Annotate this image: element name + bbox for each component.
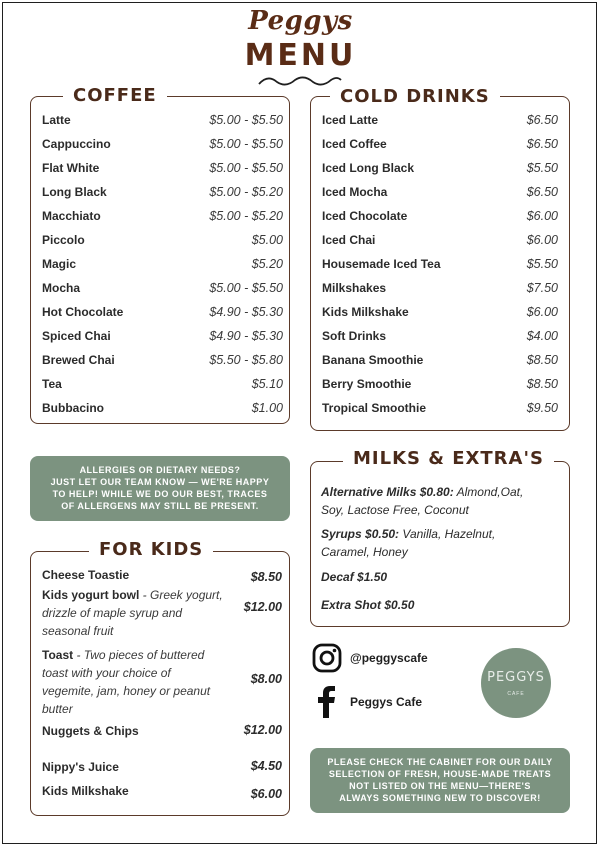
kids-item-price: $6.00 [250, 787, 282, 801]
coffee-item-price: $4.90 - $5.30 [209, 329, 283, 343]
coffee-item-name: Macchiato [42, 209, 101, 223]
cold-drink-item-price: $4.00 [526, 329, 558, 343]
allergy-notice-line: JUST LET OUR TEAM KNOW — WE'RE HAPPY [50, 477, 270, 487]
logo-sub: CAFE [507, 691, 525, 697]
allergy-notice [30, 456, 290, 521]
coffee-item-name: Spiced Chai [42, 329, 111, 343]
kids-item-description: - Two pieces of buttered [73, 648, 205, 662]
instagram-handle[interactable]: @peggyscafe [350, 651, 428, 665]
coffee-item-price: $5.10 [251, 377, 283, 391]
allergy-notice-line: ALLERGIES OR DIETARY NEEDS? [79, 465, 241, 475]
cafe-logo [481, 648, 551, 718]
kids-title: FOR KIDS [89, 540, 213, 560]
coffee-item-name: Hot Chocolate [42, 305, 124, 319]
cold-drink-item-price: $8.50 [526, 377, 558, 391]
cold-drink-item-price: $6.00 [526, 305, 558, 319]
coffee-item-name: Brewed Chai [42, 353, 115, 367]
milks-item-detail: Caramel, Honey [321, 545, 408, 559]
milks-item [321, 525, 561, 561]
cold-drink-item-price: $9.50 [526, 401, 558, 415]
coffee-item-name: Magic [42, 257, 77, 271]
cold-drink-item-name: Iced Chocolate [322, 209, 408, 223]
cold-drink-item-name: Soft Drinks [322, 329, 387, 343]
cold-drink-item-price: $6.50 [526, 137, 558, 151]
coffee-item-name: Cappuccino [42, 137, 111, 151]
milks-item-label: Syrups $0.50: [321, 527, 400, 541]
kids-item-name: Nuggets & Chips [42, 724, 139, 738]
coffee-item-name: Long Black [42, 185, 107, 199]
coffee-item-price: $5.50 - $5.80 [209, 353, 283, 367]
coffee-item-price: $5.20 [251, 257, 283, 271]
cold-drink-item-name: Iced Latte [322, 113, 379, 127]
cold-drink-item-price: $6.00 [526, 209, 558, 223]
kids-item-name: Kids yogurt bowl [42, 588, 140, 602]
cold-drink-item-name: Tropical Smoothie [322, 401, 427, 415]
coffee-item-price: $4.90 - $5.30 [209, 305, 283, 319]
kids-item-price: $8.00 [250, 672, 282, 686]
kids-item-description: seasonal fruit [42, 624, 114, 638]
facebook-icon[interactable] [316, 686, 336, 718]
facebook-page[interactable]: Peggys Cafe [350, 695, 423, 709]
cold-drink-item-name: Iced Long Black [322, 161, 415, 175]
cold-drink-item-name: Iced Mocha [322, 185, 388, 199]
kids-item-description: drizzle of maple syrup and [42, 606, 183, 620]
kids-item-price: $12.00 [243, 723, 282, 737]
coffee-title: COFFEE [63, 86, 167, 106]
cold-drink-item-price: $5.50 [526, 257, 558, 271]
cold-drink-item-price: $7.50 [526, 281, 558, 295]
squiggle-divider [257, 74, 343, 88]
kids-item-description: butter [42, 702, 73, 716]
milks-item [321, 483, 561, 519]
milks-item-detail: Vanilla, Hazelnut, [399, 527, 496, 541]
coffee-item-price: $5.00 - $5.20 [209, 185, 283, 199]
cold-drink-item-name: Iced Chai [322, 233, 376, 247]
instagram-icon[interactable] [312, 643, 342, 673]
menu-title: MENU [244, 38, 357, 73]
milks-item-detail: Soy, Lactose Free, Coconut [321, 503, 469, 517]
cabinet-notice-line: ALWAYS SOMETHING NEW TO DISCOVER! [339, 793, 541, 803]
coffee-item-name: Bubbacino [42, 401, 104, 415]
milks-item-label: Extra Shot $0.50 [321, 598, 415, 612]
milks-item [321, 568, 561, 586]
cold-drink-item-name: Berry Smoothie [322, 377, 412, 391]
cold-drink-item-price: $8.50 [526, 353, 558, 367]
coffee-item-name: Mocha [42, 281, 81, 295]
milks-item-label: Decaf $1.50 [321, 570, 388, 584]
cold-drink-item-price: $6.50 [526, 185, 558, 199]
cabinet-notice [310, 748, 570, 813]
kids-item-name: Nippy's Juice [42, 760, 119, 774]
coffee-item-name: Flat White [42, 161, 100, 175]
cold-drink-item-price: $6.50 [526, 113, 558, 127]
cold-drink-item-name: Milkshakes [322, 281, 387, 295]
coffee-item-price: $5.00 - $5.50 [209, 281, 283, 295]
coffee-item-name: Piccolo [42, 233, 85, 247]
coffee-item-price: $5.00 [251, 233, 283, 247]
allergy-notice-line: TO HELP! WHILE WE DO OUR BEST, TRACES [52, 489, 268, 499]
coffee-item-name: Latte [42, 113, 71, 127]
coffee-item-price: $5.00 - $5.50 [209, 161, 283, 175]
kids-item-price: $12.00 [243, 600, 282, 614]
brand-name: Peggys [248, 6, 353, 36]
kids-item-name: Toast [42, 648, 74, 662]
milks-title: MILKS & EXTRA'S [343, 449, 554, 469]
cabinet-notice-line: NOT LISTED ON THE MENU—THERE'S [349, 781, 531, 791]
cold-drink-item-name: Housemade Iced Tea [322, 257, 441, 271]
coffee-item-price: $1.00 [251, 401, 283, 415]
allergy-notice-line: OF ALLERGENS MAY STILL BE PRESENT. [61, 501, 259, 511]
kids-item-description: vegemite, jam, honey or peanut [42, 684, 211, 698]
kids-item-name: Cheese Toastie [42, 568, 130, 582]
milks-item-detail: Almond,Oat, [453, 485, 524, 499]
kids-item-description: - Greek yogurt, [139, 588, 223, 602]
cabinet-notice-line: PLEASE CHECK THE CABINET FOR OUR DAILY [327, 757, 553, 767]
kids-item-price: $8.50 [250, 570, 282, 584]
coffee-item-name: Tea [42, 377, 62, 391]
kids-item-price: $4.50 [250, 759, 282, 773]
cold-drink-item-name: Iced Coffee [322, 137, 387, 151]
coffee-item-price: $5.00 - $5.50 [209, 113, 283, 127]
kids-item-description: toast with your choice of [42, 666, 171, 680]
milks-item [321, 596, 561, 614]
kids-item-name: Kids Milkshake [42, 784, 129, 798]
milks-item-label: Alternative Milks $0.80: [321, 485, 454, 499]
logo-word: PEGGYS [487, 670, 545, 685]
cold-drinks-title: COLD DRINKS [330, 87, 500, 107]
coffee-item-price: $5.00 - $5.20 [209, 209, 283, 223]
coffee-item-price: $5.00 - $5.50 [209, 137, 283, 151]
cold-drink-item-price: $5.50 [526, 161, 558, 175]
cold-drink-item-price: $6.00 [526, 233, 558, 247]
cold-drink-item-name: Banana Smoothie [322, 353, 424, 367]
cabinet-notice-line: SELECTION OF FRESH, HOUSE-MADE TREATS [328, 769, 552, 779]
cold-drink-item-name: Kids Milkshake [322, 305, 409, 319]
